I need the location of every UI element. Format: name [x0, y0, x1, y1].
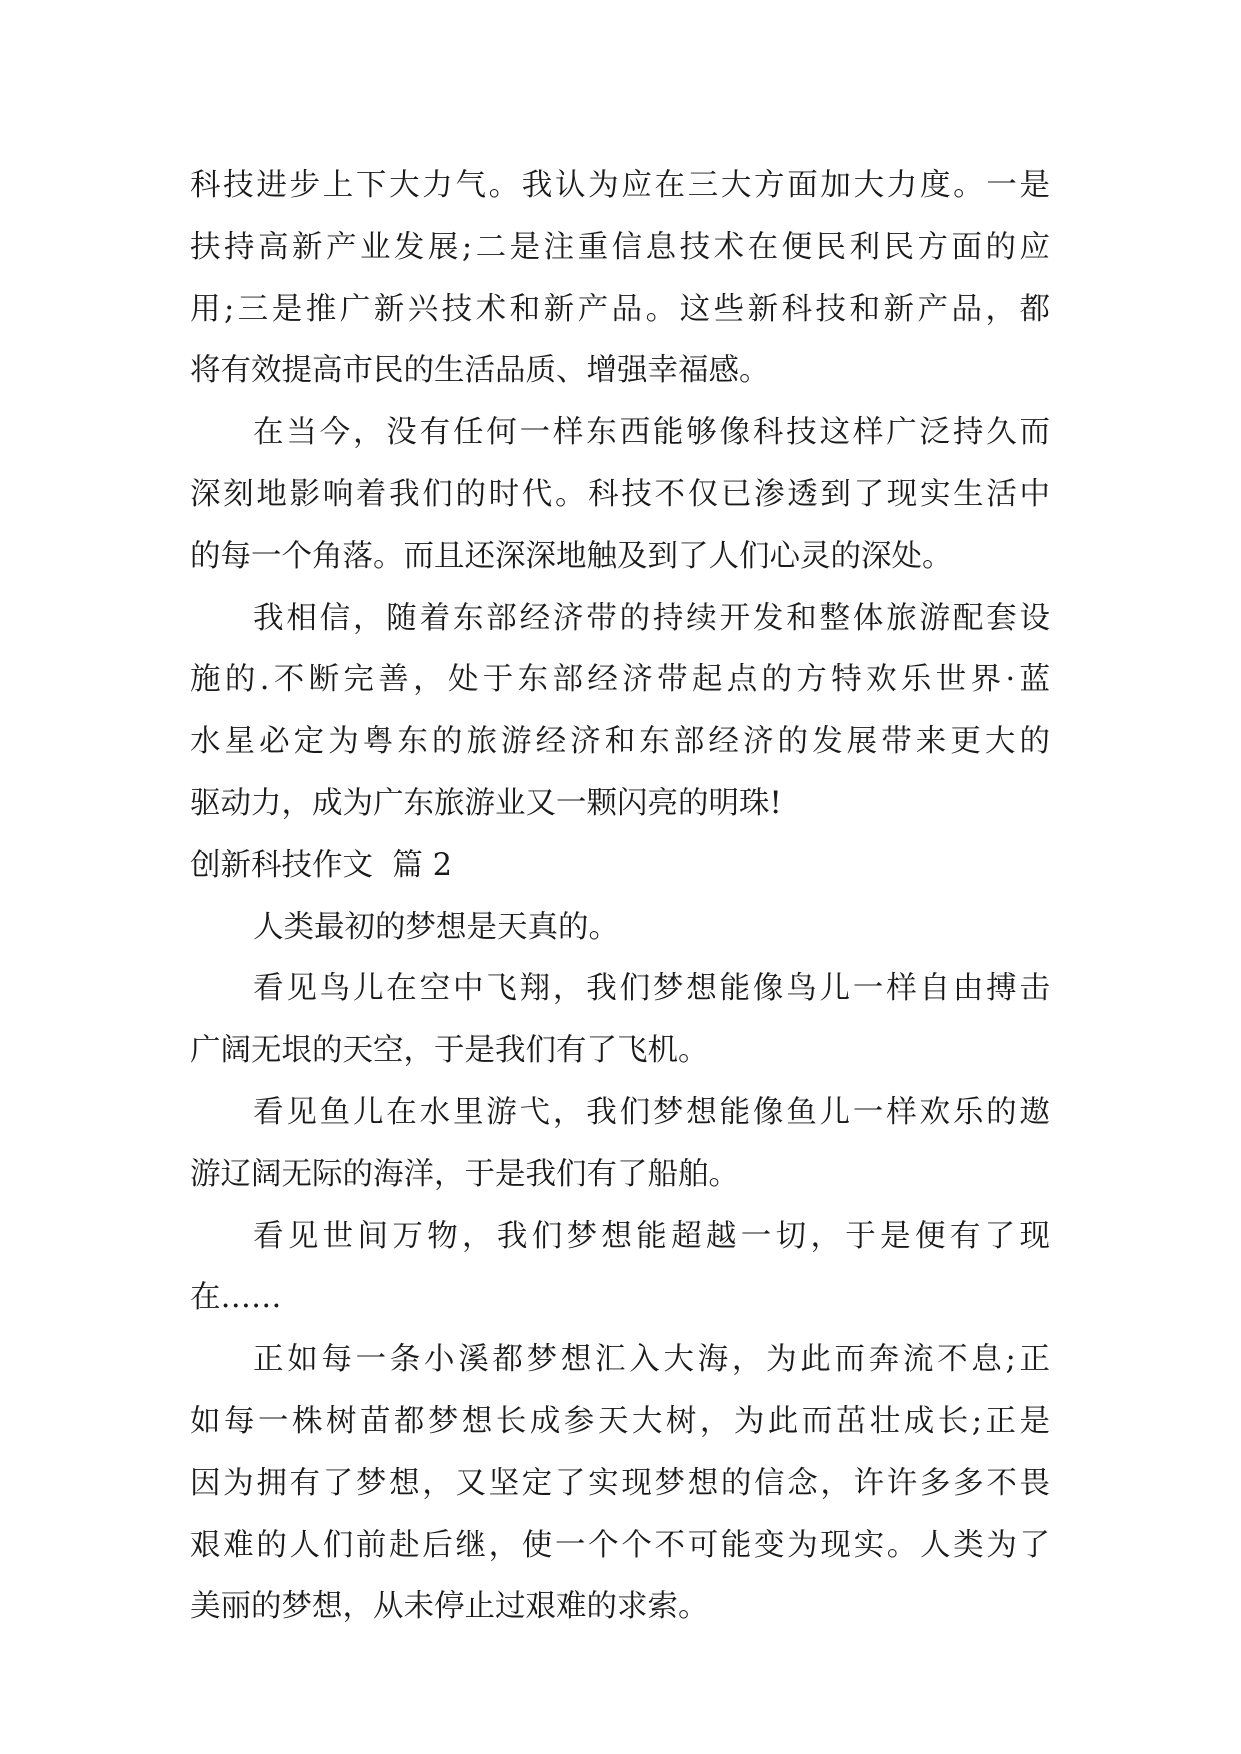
document-body — [190, 155, 1050, 1638]
text-line: 施的.不断完善，处于东部经济带起点的方特欢乐世界·蓝 — [190, 662, 1050, 698]
text-line: 水星必定为粤东的旅游经济和东部经济的发展带来更大的 — [190, 724, 1050, 760]
text-line: 驱动力，成为广东旅游业又一颗闪亮的明珠! — [190, 785, 782, 821]
text-line: 在当今，没有任何一样东西能够像科技这样广泛持久而 — [253, 415, 1050, 451]
text-line: 用;三是推广新兴技术和新产品。这些新科技和新产品，都 — [190, 291, 1050, 327]
text-line: 扶持高新产业发展;二是注重信息技术在便民利民方面的应 — [190, 229, 1050, 265]
text-line: 人类最初的梦想是天真的。 — [253, 909, 619, 945]
text-line: 看见鱼儿在水里游弋，我们梦想能像鱼儿一样欢乐的遨 — [253, 1094, 1050, 1130]
text-line: 广阔无垠的天空，于是我们有了飞机。 — [190, 1033, 709, 1069]
text-line: 的每一个角落。而且还深深地触及到了人们心灵的深处。 — [190, 538, 953, 574]
text-line: 在…… — [190, 1280, 282, 1316]
text-line: 看见鸟儿在空中飞翔，我们梦想能像鸟儿一样自由搏击 — [253, 971, 1050, 1007]
text-line: 看见世间万物，我们梦想能超越一切，于是便有了现 — [253, 1218, 1050, 1254]
text-line: 我相信，随着东部经济带的持续开发和整体旅游配套设 — [253, 600, 1050, 636]
text-line: 艰难的人们前赴后继，使一个个不可能变为现实。人类为了 — [190, 1527, 1050, 1563]
text-line: 游辽阔无际的海洋，于是我们有了船舶。 — [190, 1156, 739, 1192]
text-line: 因为拥有了梦想，又坚定了实现梦想的信念，许许多多不畏 — [190, 1465, 1050, 1501]
text-line: 科技进步上下大力气。我认为应在三大方面加大力度。一是 — [190, 168, 1050, 203]
text-line: 将有效提高市民的生活品质、增强幸福感。 — [190, 353, 770, 389]
text-line: 如每一株树苗都梦想长成参天大树，为此而茁壮成长;正是 — [190, 1403, 1050, 1439]
text-line: 美丽的梦想，从未停止过艰难的求索。 — [190, 1589, 709, 1625]
text-line: 深刻地影响着我们的时代。科技不仅已渗透到了现实生活中 — [190, 476, 1050, 512]
text-line: 正如每一条小溪都梦想汇入大海，为此而奔流不息;正 — [253, 1342, 1050, 1378]
section-heading: 创新科技作文 篇 2 — [190, 847, 452, 883]
